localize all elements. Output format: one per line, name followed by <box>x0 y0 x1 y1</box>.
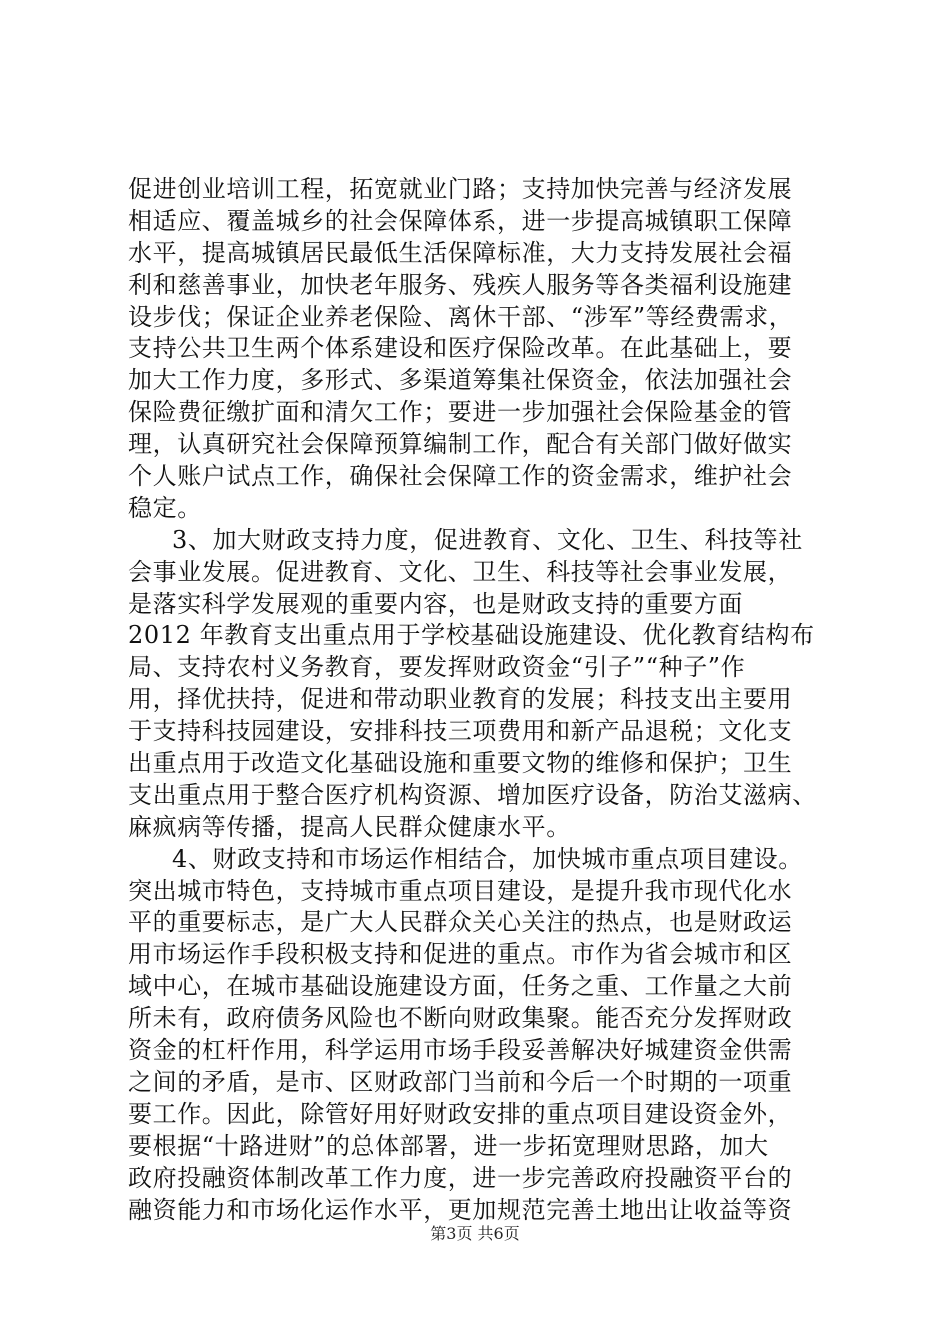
text-line: 2012 年教育支出重点用于学校基础设施建设、优化教育结构布 <box>128 621 815 650</box>
text-line: 平的重要标志，是广大人民群众关心关注的热点，也是财政运 <box>128 908 793 937</box>
text-line: 个人账户试点工作，确保社会保障工作的资金需求，维护社会 <box>128 462 793 491</box>
text-line: 稳定。 <box>128 493 202 522</box>
text-line: 资金的杠杆作用，科学运用市场手段妥善解决好城建资金供需 <box>128 1036 793 1065</box>
text-line: 会事业发展。促进教育、文化、卫生、科技等社会事业发展， <box>128 557 793 586</box>
text-line: 局、支持农村义务教育，要发挥财政资金“引子”“种子”作 <box>128 653 746 682</box>
text-line: 用市场运作手段积极支持和促进的重点。市作为省会城市和区 <box>128 940 793 969</box>
text-line: 水平，提高城镇居民最低生活保障标准，大力支持发展社会福 <box>128 238 793 267</box>
text-line: 加大工作力度，多形式、多渠道筹集社保资金，依法加强社会 <box>128 366 793 395</box>
text-line: 融资能力和市场化运作水平，更加规范完善土地出让收益等资 <box>128 1195 793 1224</box>
text-line: 是落实科学发展观的重要内容，也是财政支持的重要方面 <box>128 589 743 618</box>
text-line: 于支持科技园建设，安排科技三项费用和新产品退税；文化支 <box>128 717 793 746</box>
text-line: 支持公共卫生两个体系建设和医疗保险改革。在此基础上，要 <box>128 334 793 363</box>
text-line: 要工作。因此，除管好用好财政安排的重点项目建设资金外， <box>128 1099 793 1128</box>
text-line: 之间的矛盾，是市、区财政部门当前和今后一个时期的一项重 <box>128 1067 793 1096</box>
text-line: 保险费征缴扩面和清欠工作；要进一步加强社会保险基金的管 <box>128 398 793 427</box>
text-line: 设步伐；保证企业养老保险、离休干部、“涉军”等经费需求， <box>128 302 794 331</box>
text-line: 政府投融资体制改革工作力度，进一步完善政府投融资平台的 <box>128 1163 793 1192</box>
text-line: 理，认真研究社会保障预算编制工作，配合有关部门做好做实 <box>128 430 793 459</box>
page-footer: 第3页 共6页 <box>430 1224 520 1243</box>
text-line: 域中心，在城市基础设施建设方面，任务之重、工作量之大前 <box>128 972 793 1001</box>
text-line: 麻疯病等传播，提高人民群众健康水平。 <box>128 812 571 841</box>
text-line: 3、加大财政支持力度，促进教育、文化、卫生、科技等社 <box>172 525 803 554</box>
body-text <box>128 174 828 1226</box>
text-line: 突出城市特色，支持城市重点项目建设，是提升我市现代化水 <box>128 876 793 905</box>
text-line: 利和慈善事业，加快老年服务、残疾人服务等各类福利设施建 <box>128 270 793 299</box>
text-line: 促进创业培训工程，拓宽就业门路；支持加快完善与经济发展 <box>128 175 793 203</box>
text-line: 出重点用于改造文化基础设施和重要文物的维修和保护；卫生 <box>128 749 793 778</box>
text-line: 4、财政支持和市场运作相结合，加快城市重点项目建设。 <box>172 844 803 873</box>
text-line: 所未有，政府债务风险也不断向财政集聚。能否充分发挥财政 <box>128 1004 793 1033</box>
text-line: 支出重点用于整合医疗机构资源、增加医疗设备，防治艾滋病、 <box>128 780 817 809</box>
text-line: 用，择优扶持，促进和带动职业教育的发展；科技支出主要用 <box>128 685 793 714</box>
text-line: 要根据“十路进财”的总体部署，进一步拓宽理财思路，加大 <box>128 1131 769 1160</box>
text-line: 相适应、覆盖城乡的社会保障体系，进一步提高城镇职工保障 <box>128 206 793 235</box>
